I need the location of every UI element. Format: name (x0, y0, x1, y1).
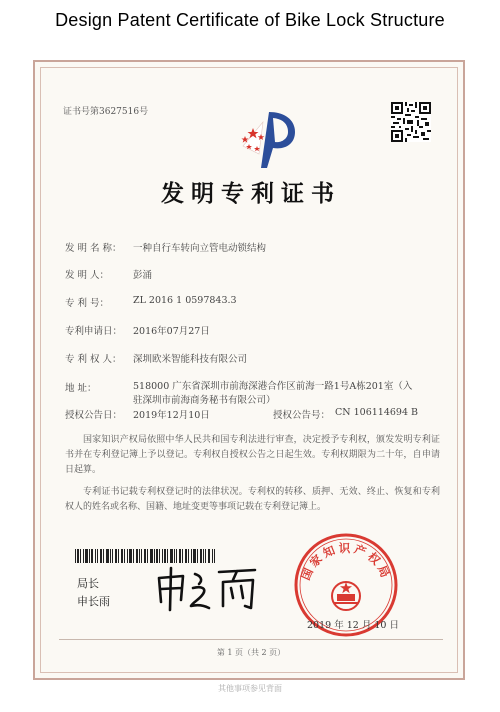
field-value: ZL 2016 1 0597843.3 (133, 295, 237, 306)
field-label: 专 利 权 人： (65, 354, 122, 365)
certificate-title: 发明专利证书 (161, 180, 341, 207)
field-value: 2016年07月27日 (133, 326, 210, 337)
field-value: 一种自行车转向立管电动锁结构 (133, 243, 267, 254)
seal-date: 2019 年 12 月 10 日 (307, 620, 399, 631)
paragraph-legal-status: 专利证书记载专利权登记时的法律状况。专利权的转移、质押、无效、终止、恢复和专利权人的姓名或名称、国籍、地址变更等事项记载在专利登记簿上。 (65, 487, 440, 512)
field-value: CN 106114694 B (335, 407, 418, 418)
field-value: 2019年12月10日 (133, 410, 210, 421)
field-label: 授权公告日： (65, 410, 123, 421)
field-value: 518000 广东省深圳市前海深港合作区前海一路1号A栋201室（入驻深圳市前海商务秘书有限公司） (133, 381, 413, 406)
field-invention-name (65, 240, 266, 254)
qr-code (391, 102, 431, 142)
field-label: 专利申请日： (65, 326, 123, 337)
footer-note: 其他事项参见背面 (218, 684, 282, 693)
field-label: 授权公告号： (273, 410, 331, 421)
field-value: 彭涌 (133, 270, 153, 281)
patent-office-logo (235, 104, 307, 176)
field-label: 发 明 人： (65, 270, 110, 281)
certificate-number: 证书号第3627516号 (63, 107, 149, 117)
divider (59, 639, 443, 640)
barcode (75, 549, 215, 563)
director-name: 申长雨 (77, 595, 110, 608)
paragraph-grant-notice: 国家知识产权局依照中华人民共和国专利法进行审查，决定授予专利权，颁发发明专利证书并在专利登记簿上予以登记。专利权自授权公告之日起生效。专利权期限为二十年，自申请日起算。 (65, 435, 440, 475)
patent-certificate (33, 60, 465, 680)
page-number: 第 1 页（共 2 页） (216, 648, 286, 657)
field-label: 地 址： (65, 383, 97, 394)
banner-title: Design Patent Certificate of Bike Lock Structure (55, 9, 445, 30)
field-address (65, 380, 413, 408)
director-signature (153, 562, 263, 614)
field-label: 专 利 号： (65, 298, 110, 309)
field-patent-number (65, 295, 237, 309)
field-patentee (65, 351, 247, 365)
seal-text: 国家知识产权局 (298, 541, 394, 583)
director-title: 局长 (77, 577, 99, 590)
field-application-date (65, 323, 210, 337)
field-grant (65, 407, 418, 421)
field-value: 深圳欧米智能科技有限公司 (133, 354, 248, 365)
field-inventor (65, 267, 152, 281)
national-emblem-icon (332, 582, 360, 610)
field-label: 发 明 名 称： (65, 243, 122, 254)
